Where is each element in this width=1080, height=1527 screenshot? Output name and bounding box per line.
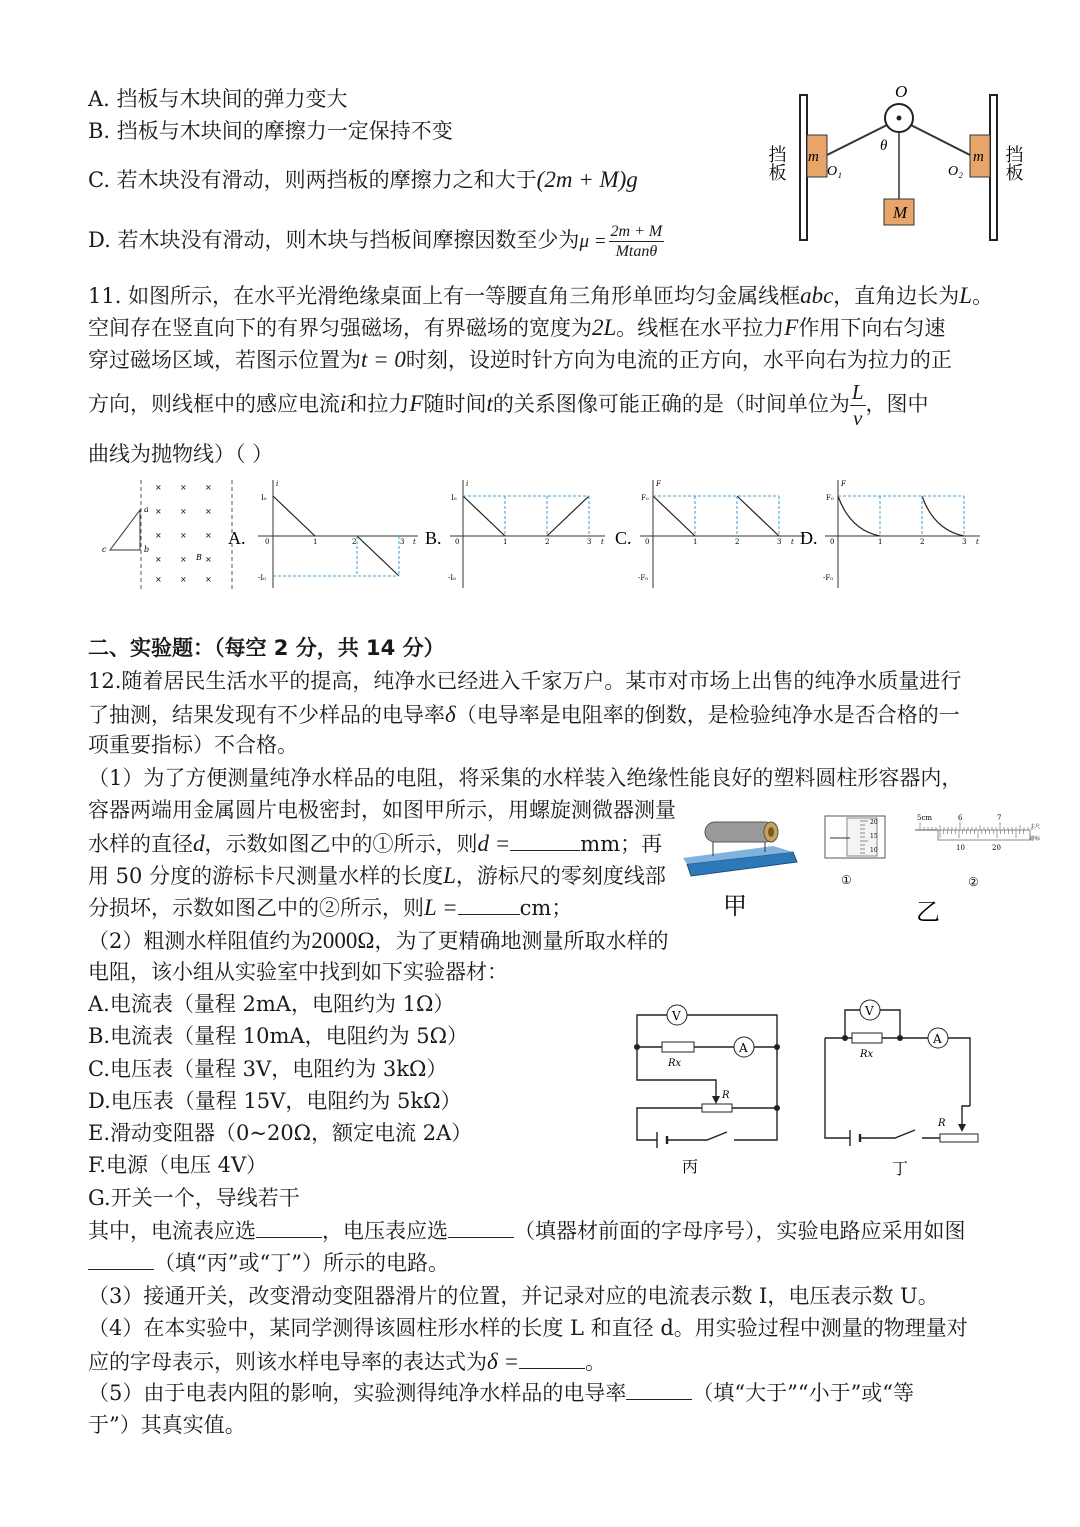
field-cross: × bbox=[180, 575, 187, 584]
label-board-right: 挡板 bbox=[1002, 145, 1024, 181]
q12-p4b2: 。 bbox=[584, 1350, 606, 1374]
blank-compare[interactable] bbox=[626, 1399, 692, 1400]
q11-line-4b: 和拉力 bbox=[346, 392, 410, 417]
tick-negI0: -I₀ bbox=[448, 574, 456, 582]
q10-option-d-fraction bbox=[609, 222, 665, 261]
label-M: M bbox=[893, 203, 908, 222]
rheostat-R bbox=[702, 1104, 732, 1112]
figure-q11 bbox=[100, 478, 980, 593]
voltmeter-V: V bbox=[672, 1009, 681, 1023]
q10-option-c bbox=[88, 166, 638, 194]
label-a: a bbox=[144, 505, 149, 514]
q12-p1c1: 水样的直径 bbox=[88, 832, 193, 856]
mic-20: 20 bbox=[870, 819, 878, 826]
electrode-center bbox=[768, 827, 774, 837]
q12-p1d1: 用 50 分度的游标卡尺测量水样的长度 bbox=[88, 864, 444, 888]
q12-delta-eq: δ = bbox=[487, 1349, 519, 1374]
label-circ1: ① bbox=[841, 873, 852, 887]
tick-I0: I₀ bbox=[451, 494, 457, 502]
label-R: R bbox=[938, 1118, 946, 1129]
label-Rx: Rx bbox=[860, 1049, 874, 1060]
blank-voltmeter[interactable] bbox=[448, 1237, 514, 1238]
tick-0: 0 bbox=[455, 538, 460, 546]
force-segment-1 bbox=[653, 496, 695, 536]
rheostat-R bbox=[940, 1134, 978, 1142]
voltmeter-V: V bbox=[865, 1004, 874, 1018]
q12-select-line bbox=[88, 1219, 966, 1244]
q11-line-1c: 。 bbox=[972, 284, 994, 308]
q10-option-c-text: C. 若木块没有滑动，则两挡板的摩擦力之和大于 bbox=[88, 168, 537, 192]
label-R: R bbox=[722, 1090, 730, 1101]
q12-2000ohm: 2000Ω bbox=[311, 928, 375, 953]
q12-d-eq: d = bbox=[477, 831, 511, 856]
main-line bbox=[825, 1038, 970, 1106]
field-crosses bbox=[155, 483, 212, 584]
tick-negF0: -F₀ bbox=[823, 574, 834, 582]
blank-d[interactable] bbox=[510, 850, 580, 851]
label-jia: 甲 bbox=[723, 892, 747, 920]
tick-negI0: -I₀ bbox=[258, 574, 266, 582]
force-segment-2 bbox=[737, 496, 779, 536]
field-cross: × bbox=[155, 507, 162, 516]
source-loop bbox=[825, 1038, 940, 1138]
q10-option-d bbox=[88, 222, 664, 261]
q11-line-4a: 方向，则线框中的感应电流 bbox=[88, 392, 340, 417]
q12-p1c3: mm；再 bbox=[580, 832, 663, 856]
tick-1: 1 bbox=[878, 538, 883, 546]
q11-line-3 bbox=[88, 346, 952, 374]
label-zhuchi: 主尺 bbox=[1030, 824, 1041, 830]
right-board bbox=[990, 95, 997, 240]
junction bbox=[897, 1035, 903, 1041]
circuit-bing bbox=[632, 1000, 792, 1180]
label-youbiao: 游标 bbox=[1030, 836, 1041, 842]
q12-p5a1: （5）由于电表内阻的影响，实验测得纯净水样品的电导率 bbox=[88, 1381, 627, 1405]
q12-delta: δ bbox=[445, 702, 456, 727]
tick-2: 2 bbox=[735, 538, 740, 546]
scale-5cm: 5cm bbox=[917, 814, 933, 822]
q12-p1d2: ，游标尺的零刻度线部 bbox=[455, 864, 666, 888]
triangle-frame bbox=[110, 510, 140, 550]
label-circ2: ② bbox=[968, 875, 979, 889]
q11-line-1-text: 11. 如图所示，在水平光滑绝缘桌面上有一等腰直角三角形单匝均匀金属线框 bbox=[88, 284, 801, 308]
q12-p4-line-b bbox=[88, 1348, 606, 1376]
q12-p2-line-b: 电阻，该小组从实验室中找到如下实验器材： bbox=[88, 960, 508, 984]
label-O: O bbox=[895, 82, 908, 101]
field-cross: × bbox=[205, 483, 212, 492]
q10-option-c-math: (2m + M)g bbox=[536, 167, 638, 192]
label-ding: 丁 bbox=[892, 1159, 909, 1178]
q12-p4b1: 应的字母表示，则该水样电导率的表达式为 bbox=[88, 1350, 487, 1374]
q11-line-2 bbox=[88, 314, 945, 342]
tick-3: 3 bbox=[962, 538, 967, 546]
equipment-b: B.电流表（量程 10mA，电阻约为 5Ω） bbox=[88, 1024, 469, 1048]
slider-arrow bbox=[958, 1124, 966, 1132]
blank-ammeter[interactable] bbox=[256, 1237, 322, 1238]
pulley-axle bbox=[897, 116, 902, 121]
blank-delta[interactable] bbox=[519, 1368, 585, 1369]
slider-wire bbox=[962, 1106, 970, 1126]
q12-p5a2: （填“大于”“小于”或“等 bbox=[692, 1381, 915, 1405]
q12-p1-line-a: （1）为了方便测量纯净水样品的电阻，将采集的水样装入绝缘性能良好的塑料圆柱形容器内， bbox=[88, 766, 963, 790]
label-O2: O₂ bbox=[948, 164, 963, 179]
graph-d bbox=[800, 480, 980, 588]
fraction-numerator: 2m + M bbox=[609, 222, 665, 242]
current-segment-2 bbox=[547, 496, 589, 536]
label-c: c bbox=[102, 545, 107, 554]
equipment-e: E.滑动变阻器（0~20Ω，额定电流 2A） bbox=[88, 1121, 473, 1145]
tick-I0: I₀ bbox=[261, 494, 267, 502]
q11-line-5: 曲线为抛物线）（ ） bbox=[88, 442, 274, 466]
equipment-d: D.电压表（量程 15V，电阻约为 5kΩ） bbox=[88, 1089, 462, 1113]
q12-p1-line-d bbox=[88, 862, 666, 890]
graph-a bbox=[228, 480, 418, 588]
q11-line-1b: ，直角边长为 bbox=[833, 284, 960, 308]
axis-t: t bbox=[976, 538, 979, 546]
q12-p1-line-c bbox=[88, 830, 662, 858]
axis-F: F bbox=[656, 480, 661, 488]
figure-q10-pulley bbox=[760, 75, 1050, 250]
force-curve-1 bbox=[838, 496, 880, 536]
field-cross: × bbox=[155, 531, 162, 540]
equipment-g: G.开关一个，导线若干 bbox=[88, 1186, 300, 1210]
ammeter-A: A bbox=[933, 1032, 942, 1046]
tick-0: 0 bbox=[265, 538, 270, 546]
label-b: b bbox=[144, 545, 150, 554]
blank-L[interactable] bbox=[458, 914, 520, 915]
label-yi: 乙 bbox=[916, 898, 940, 926]
tick-0: 0 bbox=[645, 538, 650, 546]
junction bbox=[774, 1105, 780, 1111]
field-cross: × bbox=[180, 507, 187, 516]
q12-line-2a: 了抽测，结果发现有不少样品的电导率 bbox=[88, 703, 445, 727]
q12-line-3: 项重要指标）不合格。 bbox=[88, 733, 298, 757]
tick-3: 3 bbox=[587, 538, 592, 546]
q12-p1-line-e bbox=[88, 894, 572, 922]
field-cross: × bbox=[180, 555, 187, 564]
equipment-c: C.电压表（量程 3V，电阻约为 3kΩ） bbox=[88, 1057, 448, 1081]
q11-t: t bbox=[486, 391, 493, 417]
tick-1: 1 bbox=[313, 538, 318, 546]
q11-t0: t = 0 bbox=[361, 347, 406, 372]
q12-sel4: （填“丙”或“丁”）所示的电路。 bbox=[154, 1251, 449, 1275]
field-cross: × bbox=[155, 555, 162, 564]
q11-line-2b: 。线框在水平拉力 bbox=[616, 316, 785, 340]
q11-line-2a: 空间存在竖直向下的有界匀强磁场，有界磁场的宽度为 bbox=[88, 316, 592, 340]
q12-p1-line-b: 容器两端用金属圆片电极密封，如图甲所示，用螺旋测微器测量 bbox=[88, 798, 676, 822]
q12-p1e2: cm； bbox=[519, 896, 573, 920]
scale-10: 10 bbox=[956, 844, 965, 852]
q12-line-2 bbox=[88, 701, 960, 729]
q12-p5-line-a bbox=[88, 1381, 914, 1406]
tick-F0: F₀ bbox=[641, 494, 649, 502]
tick-0: 0 bbox=[830, 538, 835, 546]
label-m-left: m bbox=[808, 149, 819, 165]
q12-p2-line-a bbox=[88, 927, 668, 955]
q10-option-d-text: D. 若木块没有滑动，则木块与挡板间摩擦因数至少为 bbox=[88, 228, 580, 253]
axis-i: i bbox=[466, 480, 469, 488]
q11-F-2: F bbox=[409, 391, 424, 417]
q12-p1c2: ，示数如图乙中的①所示，则 bbox=[204, 832, 478, 856]
equipment-f: F.电源（电压 4V） bbox=[88, 1153, 268, 1177]
label-theta: θ bbox=[880, 138, 888, 154]
figure-yi-instruments bbox=[820, 808, 1050, 926]
q12-sel3: （填器材前面的字母序号），实验电路应采用如图 bbox=[514, 1219, 966, 1243]
equipment-a: A.电流表（量程 2mA，电阻约为 1Ω） bbox=[88, 992, 455, 1016]
blank-circuit[interactable] bbox=[88, 1269, 154, 1270]
tick-3: 3 bbox=[400, 538, 405, 546]
q12-p3: （3）接通开关，改变滑动变阻器滑片的位置，并记录对应的电流表示数 I，电压表示数 U。 bbox=[88, 1284, 939, 1308]
q11-line-4c: 随时间 bbox=[423, 392, 487, 417]
label-B: B bbox=[196, 553, 202, 562]
q12-p1e1: 分损坏，示数如图乙中的②所示，则 bbox=[88, 896, 424, 920]
tick-2: 2 bbox=[920, 538, 925, 546]
slider-wire bbox=[637, 1047, 716, 1100]
main-scale-ticks bbox=[920, 822, 1032, 830]
label-board-left: 挡板 bbox=[765, 145, 787, 181]
option-c-label: C. bbox=[615, 528, 632, 548]
q10-option-d-mu: μ = bbox=[579, 231, 607, 253]
q11-F: F bbox=[784, 315, 799, 340]
graph-b bbox=[425, 480, 605, 588]
source-loop bbox=[637, 1047, 777, 1140]
q11-line-4e: ，图中 bbox=[865, 392, 929, 417]
q12-sel1: 其中，电流表应选 bbox=[88, 1219, 256, 1243]
axis-t: t bbox=[413, 538, 416, 546]
q11-abc: abc bbox=[800, 283, 834, 308]
q10-option-a: A. 挡板与木块间的弹力变大 bbox=[88, 87, 348, 111]
circuit-ding bbox=[820, 996, 990, 1176]
q11-line-1 bbox=[88, 282, 993, 310]
field-cross: × bbox=[180, 483, 187, 492]
tick-F0: F₀ bbox=[826, 494, 834, 502]
q11-i: i bbox=[340, 391, 347, 417]
q11-line-2c: 作用下向右匀速 bbox=[798, 316, 946, 340]
graph-c bbox=[615, 480, 805, 588]
mic-10: 10 bbox=[870, 847, 878, 854]
q12-d: d bbox=[193, 831, 205, 856]
current-segment-1 bbox=[273, 496, 315, 536]
tick-2: 2 bbox=[545, 538, 550, 546]
mic-15: 15 bbox=[870, 833, 878, 840]
q11-unit-fraction bbox=[850, 380, 866, 431]
tick-3: 3 bbox=[777, 538, 782, 546]
figure-jia-container bbox=[683, 812, 803, 922]
label-m-right: m bbox=[973, 149, 984, 165]
field-cross: × bbox=[180, 531, 187, 540]
tick-1: 1 bbox=[693, 538, 698, 546]
field-cross: × bbox=[205, 555, 212, 564]
axis-i: i bbox=[276, 480, 279, 488]
resistor-Rx bbox=[662, 1042, 694, 1052]
q12-p2a1: （2）粗测水样阻值约为 bbox=[88, 929, 312, 953]
field-cross: × bbox=[155, 483, 162, 492]
q12-line-1: 12.随着居民生活水平的提高，纯净水已经进入千家万户。某市对市场上出售的纯净水质量进行 bbox=[88, 669, 962, 693]
q11-line-4d: 的关系图像可能正确的是（时间单位为 bbox=[492, 392, 850, 417]
q11-2L: 2L bbox=[592, 315, 617, 340]
label-Rx: Rx bbox=[668, 1058, 682, 1069]
magnetic-field-region bbox=[102, 480, 232, 590]
q12-line-2b: （电导率是电阻率的倒数，是检验纯净水是否合格的一 bbox=[455, 703, 960, 727]
section-2-title: 二、实验题：（每空 2 分，共 14 分） bbox=[88, 636, 445, 660]
unit-numerator: L bbox=[850, 380, 866, 406]
current-segment-2 bbox=[357, 536, 399, 576]
q10-option-b: B. 挡板与木块间的摩擦力一定保持不变 bbox=[88, 119, 453, 143]
junction bbox=[842, 1035, 848, 1041]
tick-negF0: -F₀ bbox=[638, 574, 649, 582]
tick-1: 1 bbox=[503, 538, 508, 546]
field-cross: × bbox=[205, 575, 212, 584]
scale-6: 6 bbox=[958, 814, 963, 822]
slider-arrow bbox=[712, 1096, 720, 1104]
q12-L: L bbox=[443, 863, 456, 888]
option-b-label: B. bbox=[425, 528, 442, 548]
left-board bbox=[800, 95, 807, 240]
q11-L: L bbox=[959, 283, 973, 308]
force-curve-2 bbox=[922, 496, 964, 536]
axis-t: t bbox=[791, 538, 794, 546]
label-bing: 丙 bbox=[682, 1157, 699, 1176]
q12-circuit-line bbox=[88, 1251, 449, 1276]
option-d-label: D. bbox=[800, 528, 818, 548]
q12-L-eq: L = bbox=[424, 895, 458, 920]
tick-2: 2 bbox=[352, 538, 357, 546]
resistor-Rx bbox=[852, 1033, 882, 1043]
field-cross: × bbox=[155, 575, 162, 584]
option-a-label: A. bbox=[228, 528, 246, 548]
field-cross: × bbox=[205, 507, 212, 516]
q11-line-3b: 时刻，设逆时针方向为电流的正方向，水平向右为拉力的正 bbox=[405, 348, 952, 372]
q11-line-4 bbox=[88, 380, 929, 431]
current-segment-1 bbox=[463, 496, 505, 536]
label-O1: O₁ bbox=[827, 164, 842, 179]
ammeter-A: A bbox=[739, 1041, 748, 1055]
scale-7: 7 bbox=[997, 814, 1002, 822]
q12-p2a2: ，为了更精确地测量所取水样的 bbox=[374, 929, 669, 953]
scale-20: 20 bbox=[992, 844, 1001, 852]
axis-F: F bbox=[841, 480, 846, 488]
q12-sel2: ，电压表应选 bbox=[322, 1219, 448, 1243]
field-cross: × bbox=[205, 531, 212, 540]
q12-p4-line-a: （4）在本实验中，某同学测得该圆柱形水样的长度 L 和直径 d。用实验过程中测量的物理量对 bbox=[88, 1316, 968, 1340]
unit-denominator: v bbox=[853, 406, 863, 431]
q11-line-3a: 穿过磁场区域，若图示位置为 bbox=[88, 348, 361, 372]
axis-t: t bbox=[601, 538, 604, 546]
fraction-denominator: Mtanθ bbox=[615, 243, 658, 261]
voltmeter-branch bbox=[637, 1015, 777, 1047]
q12-p5-line-b: 于”）其真实值。 bbox=[88, 1413, 246, 1437]
